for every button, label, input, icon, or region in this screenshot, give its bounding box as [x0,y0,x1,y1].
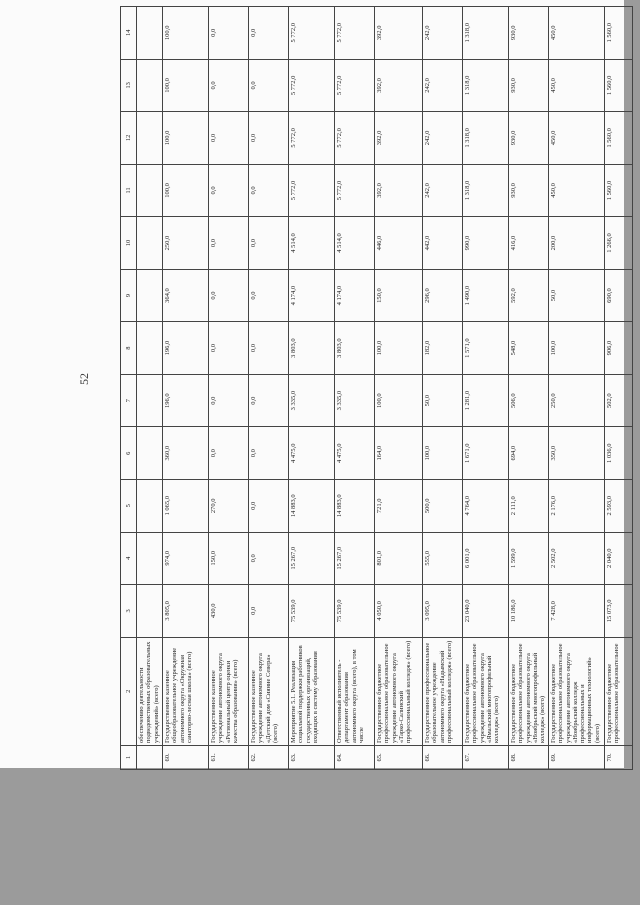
value-cell: 442,0 [423,217,463,270]
value-cell [137,427,163,480]
value-cell: 100,0 [163,112,209,165]
value-cell: 15 073,0 [605,585,633,638]
row-name: Государственное бюджетное профессиональное образовательное учреждение автономного округа «Ноябрьский колледж профессиональных и информационных технологий» (всего) [549,637,605,745]
row-name: Государственное профессиональное образовательное учреждение автономного округа «Надымский профессиональный колледж» (всего) [423,637,463,745]
value-cell: 10 186,0 [509,585,549,638]
value-cell: 270,0 [209,479,249,532]
value-cell: 0,0 [209,217,249,270]
value-cell: 150,0 [209,532,249,585]
value-cell: 164,0 [375,427,423,480]
value-cell: 0,0 [249,59,289,112]
value-cell: 0,0 [209,164,249,217]
value-cell: 0,0 [209,59,249,112]
table-row [163,7,209,770]
value-cell: 1 560,0 [605,7,633,60]
value-cell: 974,0 [163,532,209,585]
value-cell: 1 490,0 [463,269,509,322]
value-cell: 14 883,0 [335,479,375,532]
row-number: 69. [549,745,605,769]
value-cell: 0,0 [249,374,289,427]
value-cell: 392,0 [375,112,423,165]
value-cell: 5 772,0 [335,7,375,60]
value-cell: 15 267,0 [335,532,375,585]
value-cell: 0,0 [249,427,289,480]
value-cell: 3 335,0 [289,374,335,427]
table-row [549,7,605,770]
value-cell: 100,0 [163,164,209,217]
value-cell: 296,0 [423,269,463,322]
value-cell: 15 267,0 [289,532,335,585]
value-cell: 2 176,0 [549,479,605,532]
value-cell: 392,0 [375,164,423,217]
value-cell: 242,0 [423,164,463,217]
value-cell: 2 111,0 [509,479,549,532]
value-cell: 50,0 [423,374,463,427]
row-name: обеспечению деятельности подведомственных образовательных учреждений» (всего) [137,637,163,745]
value-cell: 242,0 [423,59,463,112]
budget-table [120,6,633,770]
value-cell [137,322,163,375]
value-cell: 506,0 [509,374,549,427]
value-cell: 502,0 [605,374,633,427]
column-header: 1 [121,745,137,769]
row-number: 68. [509,745,549,769]
value-cell: 0,0 [209,112,249,165]
table-row [209,7,249,770]
value-cell: 4 174,0 [289,269,335,322]
row-name: Государственное бюджетное профессиональное образовательное учреждение автономного округа «Ямальский многопрофильный колледж» (всего) [463,637,509,745]
row-number: 70. [605,745,633,769]
value-cell: 5 772,0 [289,7,335,60]
value-cell: 100,0 [549,322,605,375]
column-header: 4 [121,532,137,585]
rotated-table-inner [120,5,621,770]
value-cell: 5 772,0 [289,164,335,217]
value-cell: 75 539,0 [335,585,375,638]
value-cell: 801,0 [375,532,423,585]
value-cell: 0,0 [209,269,249,322]
value-cell: 1 266,0 [605,217,633,270]
value-cell: 3 803,0 [335,322,375,375]
column-header: 10 [121,217,137,270]
row-name: Ответственный исполнитель - департамент образования автономного округа (всего), в том числе [335,637,375,745]
value-cell: 200,0 [549,217,605,270]
value-cell: 930,0 [509,59,549,112]
column-header: 11 [121,164,137,217]
value-cell: 430,0 [209,585,249,638]
value-cell: 0,0 [249,269,289,322]
value-cell: 721,0 [375,479,423,532]
value-cell [137,59,163,112]
value-cell [137,374,163,427]
value-cell: 0,0 [249,479,289,532]
value-cell: 1 065,0 [163,479,209,532]
value-cell: 0,0 [249,112,289,165]
value-cell: 5 772,0 [289,112,335,165]
value-cell: 2 502,0 [549,532,605,585]
value-cell: 1 318,0 [463,7,509,60]
row-number [137,745,163,769]
value-cell: 364,0 [163,269,209,322]
value-cell: 150,0 [375,269,423,322]
value-cell [137,479,163,532]
value-cell: 4 514,0 [289,217,335,270]
value-cell: 990,0 [463,217,509,270]
row-name: Государственное казенное учреждение автономного округа «Детский дом «Сияние Севера» (всего) [249,637,289,745]
value-cell [137,269,163,322]
row-number: 61. [209,745,249,769]
table-row [137,7,163,770]
value-cell: 450,0 [549,59,605,112]
value-cell: 1 318,0 [463,59,509,112]
value-cell: 100,0 [423,427,463,480]
value-cell: 4 050,0 [375,585,423,638]
value-cell: 1 599,0 [509,532,549,585]
row-name: Мероприятие 5.1. Реализация социальной поддержки работников государственных организаций, входящих в систему образования [289,637,335,745]
value-cell: 2 040,0 [605,532,633,585]
column-header: 7 [121,374,137,427]
value-cell: 0,0 [249,585,289,638]
row-number: 62. [249,745,289,769]
column-header: 6 [121,427,137,480]
value-cell: 555,0 [423,532,463,585]
value-cell: 392,0 [375,7,423,60]
value-cell [137,217,163,270]
row-name: Государственное казенное общеобразовательное учреждение автономного округа «Окружная санаторно-лесная школа» (всего) [163,637,209,745]
value-cell: 100,0 [375,322,423,375]
value-cell: 1 671,0 [463,427,509,480]
value-cell [137,532,163,585]
value-cell: 4 475,0 [335,427,375,480]
value-cell: 930,0 [509,7,549,60]
value-cell: 0,0 [249,322,289,375]
value-cell: 100,0 [375,374,423,427]
value-cell: 250,0 [549,374,605,427]
row-number: 60. [163,745,209,769]
row-number: 65. [375,745,423,769]
column-header: 2 [121,637,137,745]
value-cell: 450,0 [549,164,605,217]
column-header: 13 [121,59,137,112]
value-cell: 1 571,0 [463,322,509,375]
value-cell: 1 036,0 [605,427,633,480]
value-cell [137,585,163,638]
value-cell: 50,0 [549,269,605,322]
value-cell: 450,0 [549,112,605,165]
value-cell: 694,0 [509,427,549,480]
value-cell: 23 040,0 [463,585,509,638]
value-cell: 5 772,0 [335,59,375,112]
value-cell [137,112,163,165]
value-cell: 906,0 [605,322,633,375]
value-cell: 0,0 [209,7,249,60]
value-cell: 6 001,0 [463,532,509,585]
value-cell: 196,0 [163,322,209,375]
page-number: 52 [77,373,91,385]
row-number: 66. [423,745,463,769]
row-number: 64. [335,745,375,769]
value-cell: 4 764,0 [463,479,509,532]
value-cell: 5 772,0 [335,164,375,217]
value-cell: 14 883,0 [289,479,335,532]
value-cell: 2 593,0 [605,479,633,532]
table-row [423,7,463,770]
value-cell: 4 514,0 [335,217,375,270]
value-cell: 196,0 [163,374,209,427]
table-row [509,7,549,770]
value-cell: 1 318,0 [463,112,509,165]
value-cell: 0,0 [209,322,249,375]
row-number: 67. [463,745,509,769]
column-header: 9 [121,269,137,322]
row-name: Государственное бюджетное профессиональное образовательное учреждение автономного округа «Тарко-Салинский профессиональный колледж» (всего) [375,637,423,745]
column-header: 8 [121,322,137,375]
column-header: 3 [121,585,137,638]
value-cell: 1 560,0 [605,112,633,165]
value-cell: 1 560,0 [605,59,633,112]
value-cell: 5 772,0 [335,112,375,165]
value-cell: 3 805,0 [163,585,209,638]
value-cell: 1 281,0 [463,374,509,427]
value-cell: 446,0 [375,217,423,270]
value-cell: 3 335,0 [335,374,375,427]
value-cell: 416,0 [509,217,549,270]
value-cell: 182,0 [423,322,463,375]
value-cell [137,164,163,217]
header-row [121,7,137,770]
value-cell: 0,0 [249,532,289,585]
table-row [289,7,335,770]
value-cell: 450,0 [549,7,605,60]
table-row [463,7,509,770]
value-cell: 0,0 [209,374,249,427]
value-cell: 930,0 [509,164,549,217]
value-cell: 392,0 [375,59,423,112]
value-cell: 592,0 [509,269,549,322]
value-cell: 4 174,0 [335,269,375,322]
table-row [335,7,375,770]
value-cell: 1 318,0 [463,164,509,217]
value-cell: 3 803,0 [289,322,335,375]
value-cell: 250,0 [163,217,209,270]
value-cell: 242,0 [423,112,463,165]
row-name: Государственное казенное учреждение автономного округа «Региональный центр оценки качества образования» (всего) [209,637,249,745]
value-cell: 548,0 [509,322,549,375]
table-row [605,7,633,770]
row-name: Государственное бюджетное профессиональное образовательное учреждение автономного округа «Ноябрьский многопрофильный колледж» (всего) [509,637,549,745]
value-cell: 500,0 [423,479,463,532]
table-row [375,7,423,770]
value-cell: 100,0 [163,7,209,60]
table-row [249,7,289,770]
row-name: Государственное бюджетное профессиональное образовательное [605,637,633,745]
value-cell: 360,0 [163,427,209,480]
value-cell: 1 560,0 [605,164,633,217]
value-cell: 0,0 [209,427,249,480]
value-cell: 3 095,0 [423,585,463,638]
value-cell [137,7,163,60]
value-cell: 350,0 [549,427,605,480]
table-body [137,7,633,770]
value-cell: 5 772,0 [289,59,335,112]
value-cell: 242,0 [423,7,463,60]
value-cell: 930,0 [509,112,549,165]
rotated-table-area [120,5,621,770]
value-cell: 0,0 [249,164,289,217]
value-cell: 75 539,0 [289,585,335,638]
value-cell: 7 428,0 [549,585,605,638]
value-cell: 4 475,0 [289,427,335,480]
column-header: 14 [121,7,137,60]
column-header: 12 [121,112,137,165]
column-header: 5 [121,479,137,532]
value-cell: 0,0 [249,7,289,60]
row-number: 63. [289,745,335,769]
value-cell: 100,0 [163,59,209,112]
value-cell: 690,0 [605,269,633,322]
value-cell: 0,0 [249,217,289,270]
